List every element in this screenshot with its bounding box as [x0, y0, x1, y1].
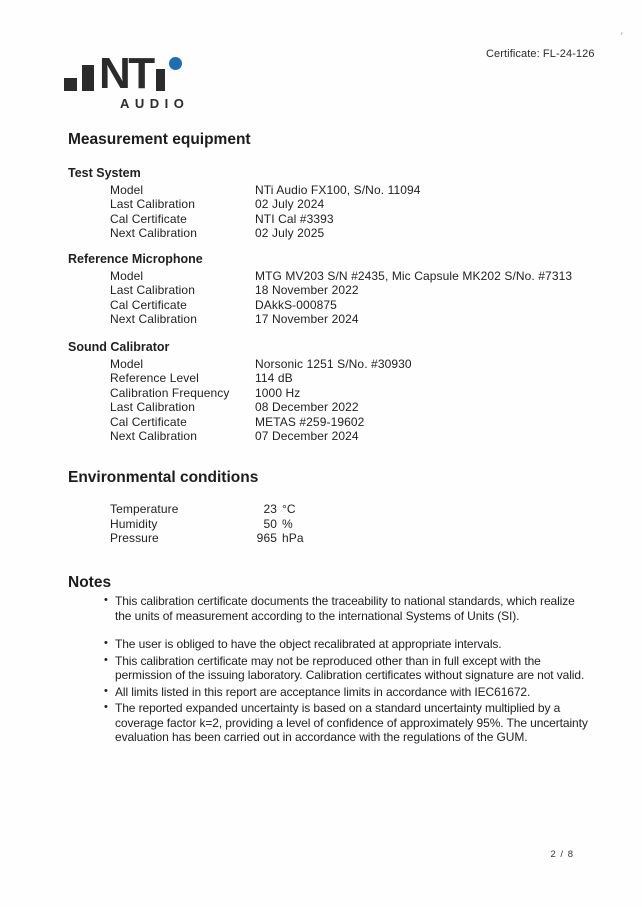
table-row — [68, 502, 304, 517]
logo-text-audio: AUDIO — [120, 96, 190, 111]
equipment-group-reference-microphone — [68, 252, 598, 327]
section-title-measurement-equipment: Measurement equipment — [68, 131, 251, 148]
row-value: METAS #259-19602 — [255, 414, 365, 429]
row-value: 1000 Hz — [255, 385, 301, 400]
table-row — [68, 212, 598, 227]
table-row — [68, 371, 598, 386]
logo-signal-bar-icon — [64, 78, 77, 91]
row-label: Next Calibration — [110, 312, 197, 327]
row-label: Model — [110, 356, 144, 371]
table-row — [68, 400, 598, 415]
row-label: Calibration Frequency — [110, 385, 230, 400]
note-item: • The reported expanded uncertainty is based on a standard uncertainty multiplied by a coverage factor k=2, providing a level of confidence of approximately 95%. The uncertainty evaluation has been carried out in accordance with the regulations of the GUM. — [104, 701, 590, 745]
row-value: 114 dB — [255, 371, 293, 386]
table-row — [68, 386, 598, 401]
logo-i-stem — [156, 69, 165, 91]
row-value: NTI Cal #3393 — [255, 211, 334, 226]
row-label: Cal Certificate — [110, 297, 187, 312]
row-label: Next Calibration — [110, 226, 197, 241]
row-label: Last Calibration — [110, 197, 195, 212]
scan-artifact-mark: ’ — [619, 30, 624, 44]
row-value: 965 — [256, 531, 277, 546]
group-title: Test System — [68, 166, 141, 180]
table-row — [68, 517, 304, 532]
note-item: • This calibration certificate documents the traceability to national standards, which realize the units of measurement according to the international Systems of Units (SI). — [104, 594, 590, 623]
row-label: Cal Certificate — [110, 414, 187, 429]
row-unit: °C — [282, 502, 296, 516]
notes-list — [104, 592, 590, 745]
table-row — [68, 283, 598, 298]
equipment-group-sound-calibrator — [68, 340, 598, 444]
row-label: Reference Level — [110, 371, 199, 386]
table-row — [68, 269, 598, 284]
section-title-environmental-conditions: Environmental conditions — [68, 469, 259, 486]
row-value: Norsonic 1251 S/No. #30930 — [255, 356, 412, 371]
table-row — [68, 298, 598, 313]
row-value: 08 December 2022 — [255, 400, 359, 415]
row-label: Model — [110, 268, 144, 283]
row-label: Humidity — [110, 516, 158, 531]
table-row — [68, 429, 598, 444]
row-label: Last Calibration — [110, 283, 195, 298]
note-item: • All limits listed in this report are acceptance limits in accordance with IEC61672. — [104, 685, 590, 700]
row-label: Temperature — [110, 502, 179, 516]
nti-audio-logo — [64, 49, 190, 111]
row-label: Last Calibration — [110, 400, 195, 415]
logo-i-dot-icon — [169, 57, 182, 70]
page-number: 2 / 8 — [550, 849, 574, 860]
group-title: Sound Calibrator — [68, 340, 170, 354]
row-value: NTi Audio FX100, S/No. 11094 — [255, 182, 421, 197]
logo-letter-i — [156, 57, 183, 91]
row-label: Model — [110, 182, 144, 197]
certificate-number: Certificate: FL-24-126 — [486, 48, 595, 60]
environmental-conditions-table — [68, 502, 304, 546]
row-label: Cal Certificate — [110, 211, 187, 226]
note-item: • The user is obliged to have the object recalibrated at appropriate intervals. — [104, 637, 590, 652]
row-value: MTG MV203 S/N #2435, Mic Capsule MK202 S/No. #7313 — [255, 268, 573, 283]
row-value: 02 July 2025 — [255, 226, 325, 241]
table-row — [68, 531, 304, 546]
row-value: DAkkS-000875 — [255, 297, 337, 312]
row-value: 07 December 2024 — [255, 429, 359, 444]
row-value: 23 — [263, 502, 277, 516]
logo-text-nt: NT — [99, 49, 153, 99]
table-row — [68, 357, 598, 372]
row-label: Pressure — [110, 531, 159, 546]
row-value: 02 July 2024 — [255, 197, 325, 212]
row-label: Next Calibration — [110, 429, 197, 444]
table-row — [68, 197, 598, 212]
row-value: 50 — [263, 516, 277, 531]
row-unit: % — [282, 516, 293, 531]
row-value: 18 November 2022 — [255, 283, 359, 298]
section-title-notes: Notes — [68, 574, 112, 591]
equipment-group-test-system — [68, 166, 598, 241]
table-row — [68, 312, 598, 327]
group-title: Reference Microphone — [68, 252, 203, 266]
logo-mark — [64, 49, 189, 99]
row-value: 17 November 2024 — [255, 312, 359, 327]
row-unit: hPa — [282, 531, 304, 546]
note-item: • This calibration certificate may not be reproduced other than in full except with the permission of the issuing laboratory. Calibration certificates without signature are not valid. — [104, 654, 590, 683]
table-row — [68, 183, 598, 198]
logo-signal-bar-icon — [82, 65, 94, 91]
table-row — [68, 415, 598, 430]
table-row — [68, 226, 598, 241]
